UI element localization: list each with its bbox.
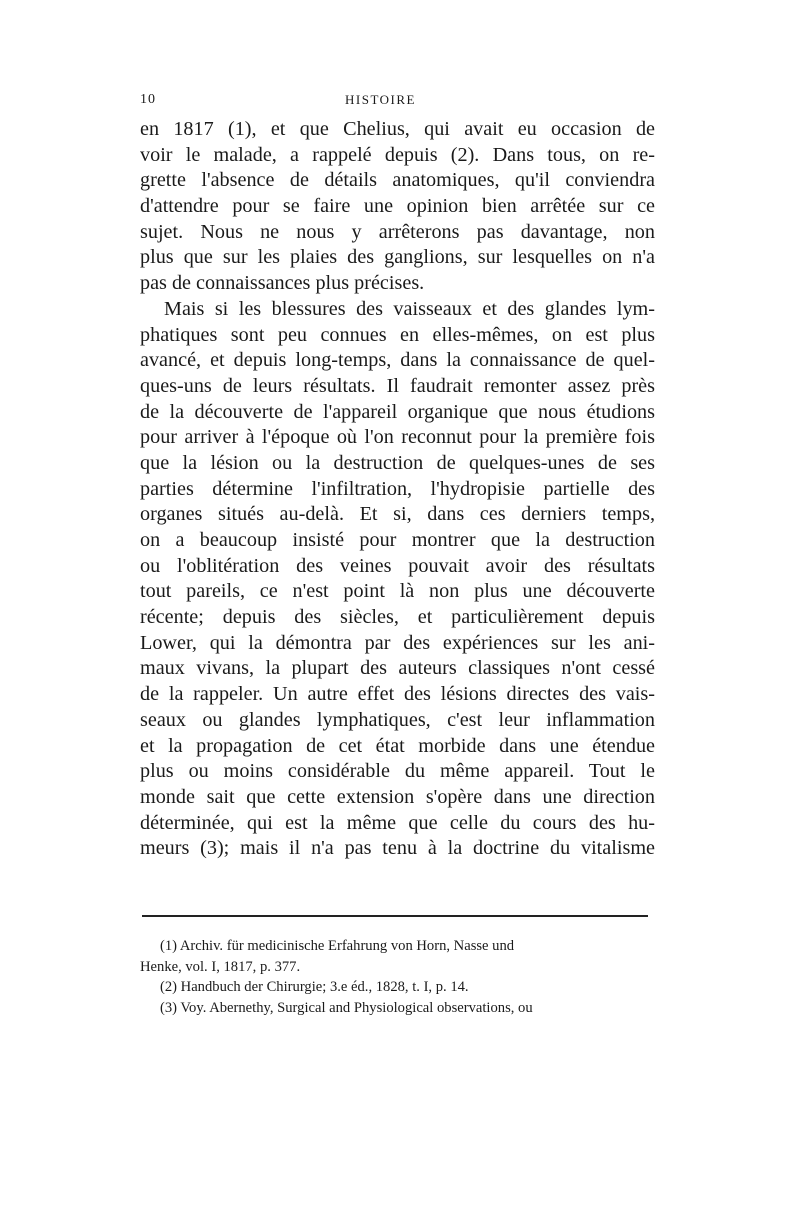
text-line: tout pareils, ce n'est point là non plus une découverte [140,580,655,603]
footnotes [140,936,655,1018]
text-line: on a beaucoup insisté pour montrer que la destruction [140,529,655,551]
text-line: en 1817 (1), et que Chelius, qui avait eu occasion de [140,118,655,140]
text-line: de la découverte de l'appareil organique que nous étudions [140,400,655,423]
text-line: de la rappeler. Un autre effet des lésions directes des vais- [140,683,655,706]
text-line: seaux ou glandes lymphatiques, c'est leur inflammation [140,708,655,731]
text-line: maux vivans, la plupart des auteurs classiques n'ont cessé [140,657,655,680]
text-line: plus que sur les plaies des ganglions, sur lesquelles on n'a [140,246,655,269]
text-line: ou l'oblitération des veines pouvait avoir des résultats [140,554,655,577]
footnote: (1) Archiv. für medicinische Erfahrung von Horn, Nasse und [160,938,515,954]
footnote: (2) Handbuch der Chirurgie; 3.e éd., 1828, t. I, p. 14. [160,979,469,995]
text-line: pour arriver à l'époque où l'on reconnut pour la première fois [140,426,655,449]
text-line: ques-uns de leurs résultats. Il faudrait remonter assez près [140,374,655,397]
text-line: pas de connaissances plus précises. [140,272,425,295]
footnote-continuation: Henke, vol. I, 1817, p. 377. [140,958,301,975]
text-line: avancé, et depuis long-temps, dans la connaissance de quel- [140,349,655,372]
text-line: d'attendre pour se faire une opinion bien arrêtée sur ce [140,195,655,218]
text-line: parties détermine l'infiltration, l'hydropisie partielle des [140,477,655,500]
text-line: Lower, qui la démontra par des expériences sur les ani- [140,631,655,654]
text-line: grette l'absence de détails anatomiques, qu'il conviendra [140,169,655,192]
text-line: phatiques sont peu connues en elles-mêmes, on est plus [140,323,655,346]
text-line: que la lésion ou la destruction de quelques-unes de ses [140,451,655,474]
text-line: plus ou moins considérable du même appareil. Tout le [140,760,655,783]
running-head [140,92,655,112]
text-line: et la propagation de cet état morbide dans une étendue [140,734,655,757]
text-line: Mais si les blessures des vaisseaux et des glandes lym- [164,297,655,320]
text-line: meurs (3); mais il n'a pas tenu à la doctrine du vitalisme [140,837,655,860]
running-title: HISTOIRE [345,92,416,107]
footnote: (3) Voy. Abernethy, Surgical and Physiological observations, ou [160,999,533,1016]
text-line: organes situés au-delà. Et si, dans ces derniers temps, [140,503,655,526]
footnote-divider [142,915,648,917]
text-line: voir le malade, a rappelé depuis (2). Dans tous, on re- [140,143,655,166]
text-line: monde sait que cette extension s'opère dans une direction [140,785,655,808]
text-line: sujet. Nous ne nous y arrêterons pas davantage, non [140,220,655,243]
text-line: déterminée, qui est la même que celle du cours des hu- [140,811,655,834]
page-number: 10 [140,92,156,107]
text-line: récente; depuis des siècles, et particulièrement depuis [140,606,655,629]
body-text [140,117,655,862]
